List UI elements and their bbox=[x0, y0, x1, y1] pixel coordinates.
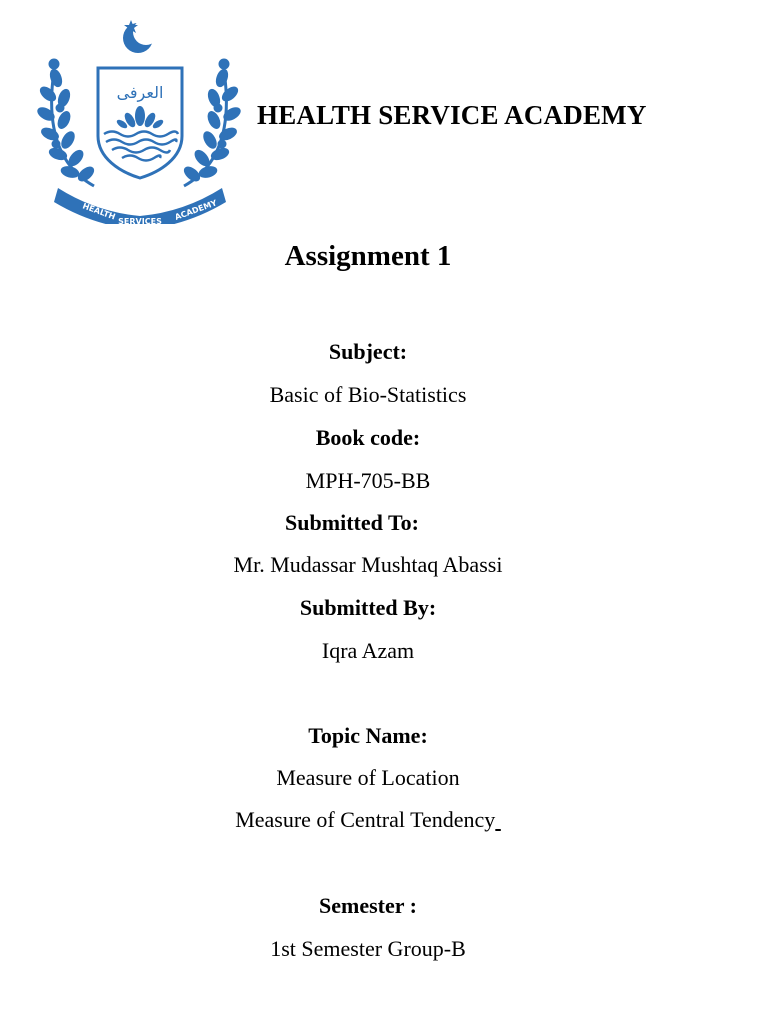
ribbon-text-health: HEALTH bbox=[81, 201, 117, 222]
book-code-label: Book code: bbox=[315, 425, 421, 450]
laurel-wreath-left bbox=[36, 59, 96, 186]
crescent-star-icon bbox=[123, 19, 159, 53]
trailing-underline bbox=[495, 807, 501, 832]
topic-name-label: Topic Name: bbox=[308, 723, 428, 748]
institution-name: HEALTH SERVICE ACADEMY bbox=[257, 100, 647, 130]
laurel-wreath-right bbox=[182, 59, 242, 186]
submitted-by-label: Submitted By: bbox=[299, 595, 437, 620]
semester-value: 1st Semester Group-B bbox=[270, 936, 466, 961]
semester-label: Semester : bbox=[319, 893, 417, 918]
subject-value: Basic of Bio-Statistics bbox=[269, 382, 467, 407]
academy-ribbon bbox=[54, 188, 226, 224]
topic-value-central-tendency-text: Measure of Central Tendency bbox=[235, 807, 496, 832]
ribbon-text-services: SERVICES bbox=[118, 217, 162, 224]
academy-logo bbox=[36, 16, 242, 224]
topic-value-central-tendency bbox=[0, 806, 736, 834]
submitted-by-value: Iqra Azam bbox=[321, 638, 415, 663]
topic-value-location: Measure of Location bbox=[276, 765, 460, 790]
book-code-value: MPH-705-BB bbox=[305, 468, 431, 493]
ribbon-text-academy: ACADEMY bbox=[173, 198, 219, 222]
submitted-to-value: Mr. Mudassar Mushtaq Abassi bbox=[233, 552, 503, 577]
submitted-to-label: Submitted To: bbox=[285, 510, 419, 535]
shield-icon bbox=[98, 68, 182, 178]
assignment-title: Assignment 1 bbox=[284, 240, 452, 272]
subject-label: Subject: bbox=[328, 339, 408, 364]
logo-arabic-text: العرفى bbox=[116, 83, 164, 102]
